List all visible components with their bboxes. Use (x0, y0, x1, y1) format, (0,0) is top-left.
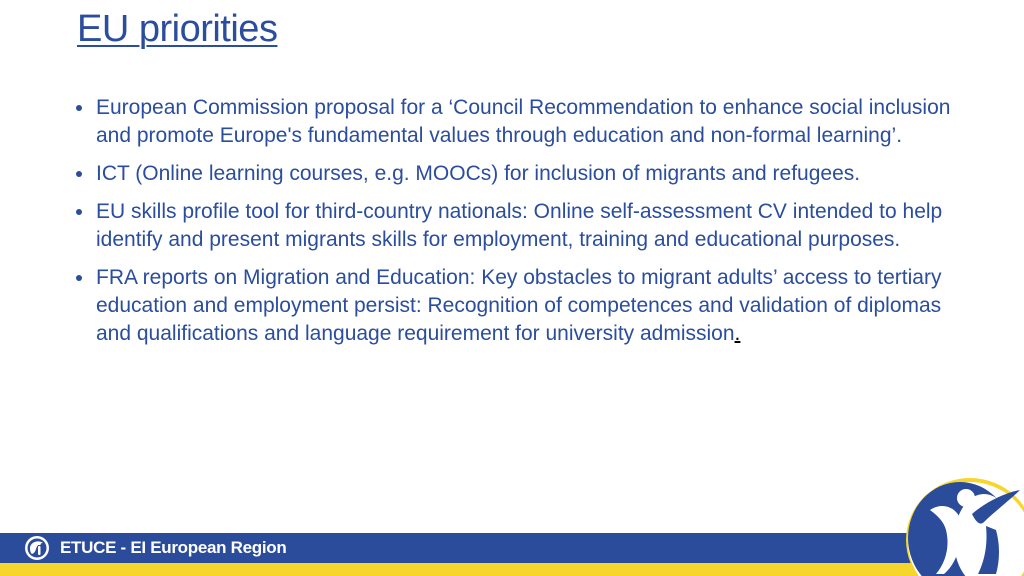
footer-accent-stripe (0, 563, 1024, 576)
bullet-dot-icon (76, 209, 82, 215)
bullet-item (70, 198, 960, 254)
ei-globe-icon (24, 535, 50, 561)
bullet-item (70, 94, 960, 150)
bullet-item (70, 160, 960, 188)
bullet-text: EU skills profile tool for third-country nationals: Online self-assessment CV intended to help identify and present migrants skills for employment, training and educational purposes. (96, 200, 943, 251)
bullet-text: European Commission proposal for a ‘Council Recommendation to enhance social inclusion and promote Europe's fundamental values through education and non-formal learning’. (96, 96, 951, 147)
bullet-dot-icon (76, 171, 82, 177)
slide-title: EU priorities (77, 8, 278, 50)
bullet-text: FRA reports on Migration and Education: Key obstacles to migrant adults’ access to tertiary education and employment persist: Recognition of competences and validation of diplomas and qualifications and language requirement for university admission (96, 266, 942, 345)
bullet-text: ICT (Online learning courses, e.g. MOOCs) for inclusion of migrants and refugees. (96, 162, 861, 185)
bullet-list (70, 94, 960, 358)
bullet-item (70, 264, 960, 348)
bullet-dot-icon (76, 275, 82, 281)
bullet-dot-icon (76, 105, 82, 111)
footer-organization-label: ETUCE - EI European Region (60, 538, 287, 557)
etuce-figure-logo (900, 470, 1024, 576)
bullet-suffix-link[interactable]: . (734, 322, 741, 345)
